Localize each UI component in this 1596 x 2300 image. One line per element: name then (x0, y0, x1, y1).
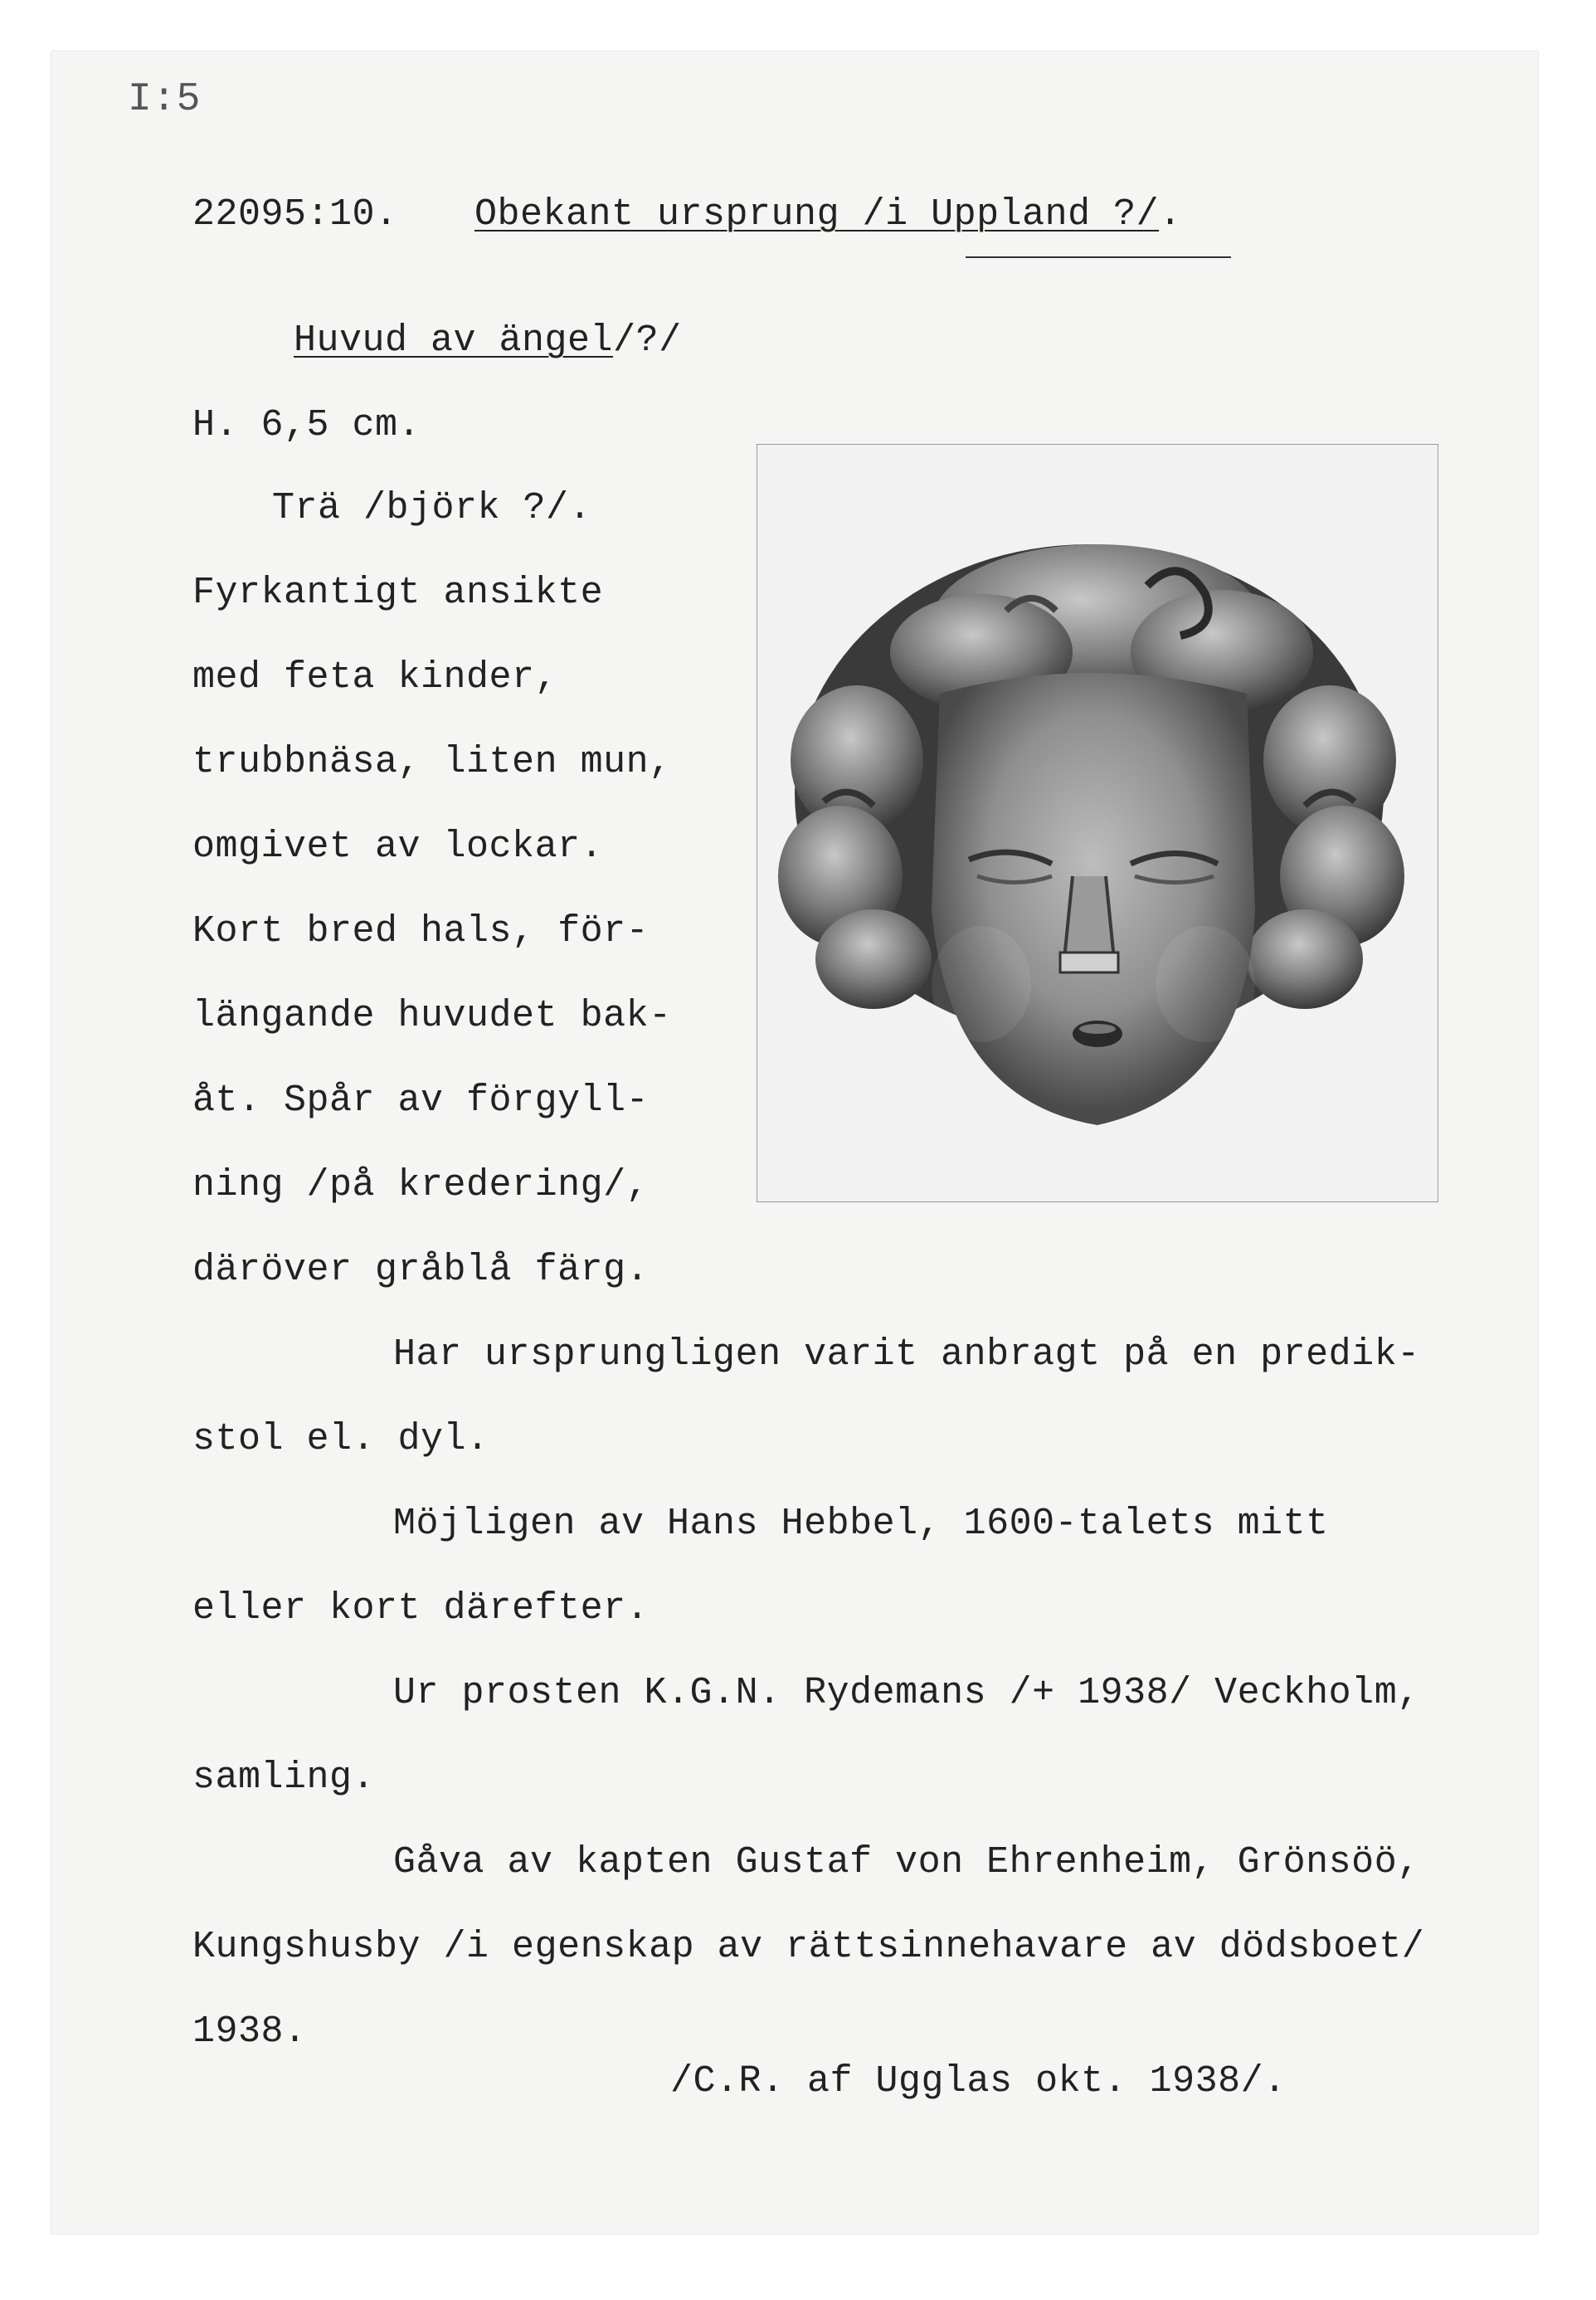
object-photograph (757, 444, 1438, 1202)
description-line: omgivet av lockar. (192, 826, 604, 868)
description-line: Trä /björk ?/. (272, 487, 592, 529)
object-title: Huvud av ängel (294, 319, 614, 362)
description-line: däröver gråblå färg. (192, 1249, 650, 1291)
remark-line: stol el. dyl. (192, 1418, 489, 1460)
description-line: åt. Spår av förgyll- (192, 1079, 650, 1122)
angel-head-carving (757, 445, 1438, 1201)
cataloguer-signature: /C.R. af Ugglas okt. 1938/. (670, 2060, 1287, 2103)
gift-line: Kungshusby /i egenskap av rättsinnehavare av dödsboet/ (192, 1926, 1425, 1968)
origin-period: . (1159, 193, 1182, 236)
origin-line (474, 193, 1182, 236)
catalog-location-note: I:5 (128, 77, 201, 122)
object-title-suffix: /?/ (613, 319, 682, 362)
gift-year: 1938. (192, 2010, 307, 2053)
remark-line: Möjligen av Hans Hebbel, 1600-talets mitt (393, 1503, 1329, 1545)
catalog-card (51, 51, 1538, 2234)
description-line: Fyrkantigt ansikte (192, 572, 604, 614)
inventory-number: 22095:10. (192, 193, 398, 236)
origin-text: Obekant ursprung /i Uppland ?/ (474, 193, 1160, 236)
measurement: H. 6,5 cm. (192, 404, 421, 446)
object-title-line (294, 319, 682, 362)
provenance-line: samling. (192, 1757, 376, 1799)
origin-underline-extra (966, 256, 1231, 258)
description-line: längande huvudet bak- (192, 995, 672, 1037)
description-line: trubbnäsa, liten mun, (192, 741, 672, 783)
description-line: Kort bred hals, för- (192, 910, 650, 953)
remark-line: eller kort därefter. (192, 1587, 650, 1630)
remark-line: Har ursprungligen varit anbragt på en predik- (393, 1333, 1420, 1376)
description-line: med feta kinder, (192, 656, 558, 699)
description-line: ning /på kredering/, (192, 1164, 650, 1206)
provenance-line: Ur prosten K.G.N. Rydemans /+ 1938/ Veckholm, (393, 1672, 1420, 1714)
gift-line: Gåva av kapten Gustaf von Ehrenheim, Grönsöö, (393, 1841, 1420, 1883)
